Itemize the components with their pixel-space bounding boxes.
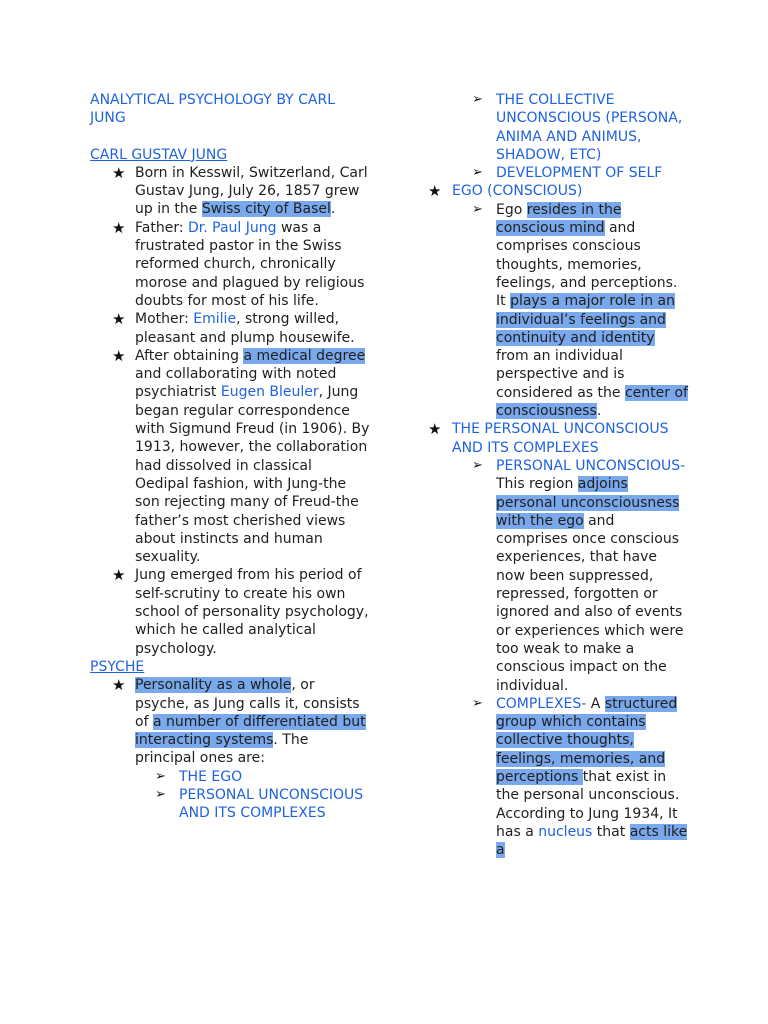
ego-details	[472, 201, 688, 421]
psyche-systems-list	[155, 768, 370, 823]
document-title: ANALYTICAL PSYCHOLOGY BY CARL JUNG	[90, 92, 336, 127]
personal-unconscious-heading: THE PERSONAL UNCONSCIOUS AND ITS COMPLEXES	[452, 421, 669, 456]
personal-unconscious-description: ➢ PERSONAL UNCONSCIOUS- This region adjoins personal unconsciousness with the ego and comprises once conscious experiences, that have now been suppressed, repressed, forgotten or ignored and also of events or experiences which were too weak to make a conscious impact on the individual.	[472, 457, 688, 695]
personal-unconscious-details	[472, 457, 688, 860]
psyche-system-ego: ➢ THE EGO	[155, 768, 370, 786]
psyche-systems-continued	[472, 91, 688, 182]
personal-unconscious-section	[428, 420, 688, 859]
bio-item-birth: ★ Born in Kesswil, Switzerland, Carl Gustav Jung, July 26, 1857 grew up in the Swiss city of Basel.	[90, 164, 370, 219]
bio-item-career: ★ After obtaining a medical degree and collaborating with noted psychiatrist Eugen Bleuler, Jung began regular correspondence with Sigmund Freud (in 1906). By 1913, however, the collaboration had dissolved in classical Oedipal fashion, with Jung-the son rejecting many of Freud-the father’s most cherished views about instincts and human sexuality.	[90, 347, 370, 567]
bio-list	[90, 164, 370, 658]
ego-description: ➢ Ego resides in the conscious mind and comprises conscious thoughts, memories, feelings, and perceptions. It plays a major role in an individual’s feelings and continuity and identity from an individual perspective and is considered as the center of consciousness.	[472, 201, 688, 421]
right-column	[428, 91, 688, 859]
name-emilie: Emilie	[193, 311, 237, 328]
ego-section	[428, 182, 688, 420]
section-heading-psyche: PSYCHE	[90, 658, 145, 675]
complexes-description: ➢ COMPLEXES- A structured group which contains collective thoughts, feelings, memories, and perceptions that exist in the personal unconscious. According to Jung 1934, It has a nucleus that acts like a	[472, 695, 688, 860]
name-eugen-bleuler: Eugen Bleuler	[220, 384, 319, 401]
psyche-list	[90, 676, 370, 822]
bio-item-father: ★ Father: Dr. Paul Jung was a frustrated pastor in the Swiss reformed church, chronically morose and plagued by religious doubts for most of his life.	[90, 219, 370, 310]
psyche-system-personal-unconscious: ➢ PERSONAL UNCONSCIOUS AND ITS COMPLEXES	[155, 786, 370, 823]
term-nucleus: nucleus	[538, 823, 593, 840]
name-paul-jung: Dr. Paul Jung	[188, 219, 277, 236]
section-heading-carl-gustav-jung: CARL GUSTAV JUNG	[90, 146, 228, 163]
psyche-system-development-of-self: ➢ DEVELOPMENT OF SELF	[472, 164, 688, 182]
psyche-system-collective-unconscious: ➢ THE COLLECTIVE UNCONSCIOUS (PERSONA, ANIMA AND ANIMUS, SHADOW, ETC)	[472, 91, 688, 164]
left-column	[90, 91, 370, 823]
bio-item-mother: ★ Mother: Emilie, strong willed, pleasant and plump housewife.	[90, 310, 370, 347]
right-star-list	[428, 182, 688, 859]
psyche-item: ★ Personality as a whole, or psyche, as Jung calls it, consists of a number of differentiated but interacting systems. The principal ones are: ➢ THE EGO ➢ PERSONAL UNCONSCIOUS AND ITS COMPLEXES	[90, 676, 370, 822]
bio-item-analytical: ★ Jung emerged from his period of self-scrutiny to create his own school of personality psychology, which he called analytical psychology.	[90, 566, 370, 657]
ego-heading: EGO (CONSCIOUS)	[452, 183, 583, 200]
